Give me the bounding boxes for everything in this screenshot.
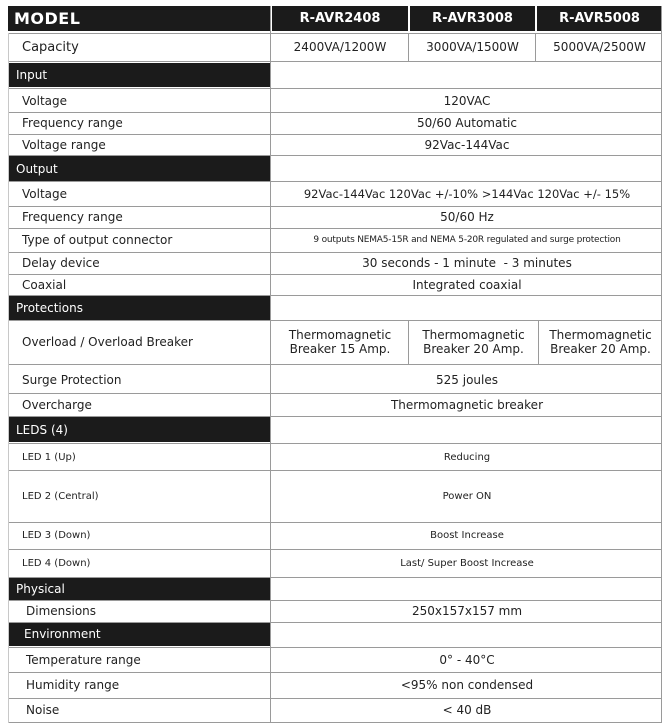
row-divider: [8, 600, 662, 601]
table-left-border: [8, 33, 9, 723]
output-delay-label: Delay device: [22, 256, 100, 270]
column-divider: [408, 320, 409, 364]
row-divider: [8, 61, 662, 62]
led-4-label: LED 4 (Down): [22, 557, 91, 569]
led-2-value: Power ON: [442, 490, 492, 502]
output-coaxial-value: Integrated coaxial: [412, 277, 522, 292]
row-divider: [8, 112, 662, 113]
section-input: Input: [8, 63, 270, 87]
row-divider: [8, 622, 662, 623]
row-divider: [8, 33, 662, 34]
row-divider: [8, 155, 662, 156]
section-physical: Physical: [8, 578, 270, 600]
column-divider: [535, 33, 536, 61]
output-connector-label: Type of output connector: [22, 233, 173, 247]
temperature-label: Temperature range: [26, 653, 141, 667]
led-4-value: Last/ Super Boost Increase: [400, 557, 534, 569]
input-voltage-value: 120VAC: [443, 94, 491, 108]
humidity-value: <95% non condensed: [400, 678, 534, 692]
overload-label: Overload / Overload Breaker: [22, 335, 193, 349]
noise-value: < 40 dB: [442, 703, 492, 717]
dimensions-label: Dimensions: [26, 604, 97, 618]
row-divider: [8, 274, 662, 275]
surge-label: Surge Protection: [22, 372, 122, 387]
surge-value: 525 joules: [436, 372, 498, 387]
dimensions-value: 250x157x157 mm: [411, 604, 523, 618]
input-voltage-range-value: 92Vac-144Vac: [424, 138, 510, 152]
row-divider: [8, 364, 662, 365]
row-divider: [8, 206, 662, 207]
row-divider: [8, 393, 662, 394]
row-divider: [8, 320, 662, 321]
column-divider: [538, 320, 539, 364]
humidity-label: Humidity range: [26, 678, 120, 692]
section-leds: LEDS (4): [8, 417, 270, 442]
section-environment: Environment: [8, 622, 270, 646]
noise-label: Noise: [26, 703, 60, 717]
row-divider: [8, 549, 662, 550]
model-column-3: R-AVR5008: [537, 6, 662, 31]
capacity-value-1: 2400VA/1200W: [293, 40, 387, 54]
overcharge-label: Overcharge: [22, 398, 92, 412]
led-1-value: Reducing: [443, 451, 491, 463]
row-divider: [8, 443, 662, 444]
input-voltage-range-label: Voltage range: [22, 138, 106, 152]
input-frequency-label: Frequency range: [22, 116, 123, 130]
capacity-value-3: 5000VA/2500W: [553, 40, 646, 54]
led-2-label: LED 2 (Central): [22, 490, 99, 502]
column-divider: [270, 6, 271, 723]
overload-value-1: Thermomagnetic Breaker 15 Amp.: [288, 328, 392, 356]
section-protections: Protections: [8, 295, 270, 320]
output-voltage-label: Voltage: [22, 187, 68, 201]
row-divider: [8, 134, 662, 135]
output-coaxial-label: Coaxial: [22, 277, 67, 292]
overload-value-3: Thermomagnetic Breaker 20 Amp.: [549, 328, 652, 356]
row-divider: [8, 88, 662, 89]
output-frequency-value: 50/60 Hz: [440, 210, 494, 224]
section-output: Output: [8, 156, 270, 181]
row-divider: [8, 252, 662, 253]
output-connector-value: 9 outputs NEMA5-15R and NEMA 5-20R regulated and surge protection: [313, 235, 621, 245]
overcharge-value: Thermomagnetic breaker: [390, 398, 544, 412]
row-divider: [8, 522, 662, 523]
row-divider: [8, 698, 662, 699]
row-divider: [8, 416, 662, 417]
row-divider: [8, 672, 662, 673]
column-divider: [408, 33, 409, 61]
output-frequency-label: Frequency range: [22, 210, 123, 224]
row-divider: [8, 295, 662, 296]
row-divider: [8, 228, 662, 229]
model-column-2: R-AVR3008: [410, 6, 535, 31]
model-title: MODEL: [8, 6, 270, 31]
output-delay-value: 30 seconds - 1 minute - 3 minutes: [362, 256, 572, 270]
capacity-label: Capacity: [22, 39, 79, 55]
overload-value-2: Thermomagnetic Breaker 20 Amp.: [422, 328, 525, 356]
led-3-value: Boost Increase: [430, 530, 504, 541]
input-frequency-value: 50/60 Automatic: [417, 116, 517, 130]
led-3-label: LED 3 (Down): [22, 530, 91, 541]
row-divider: [8, 647, 662, 648]
output-voltage-value: 92Vac-144Vac 120Vac +/-10% >144Vac 120Vac +/- 15%: [303, 187, 631, 201]
model-column-1: R-AVR2408: [272, 6, 408, 31]
table-right-border: [661, 6, 662, 723]
row-divider: [8, 722, 662, 723]
led-1-label: LED 1 (Up): [22, 451, 76, 463]
input-voltage-label: Voltage: [22, 94, 68, 108]
row-divider: [8, 577, 662, 578]
temperature-value: 0° - 40°C: [439, 653, 495, 667]
row-divider: [8, 470, 662, 471]
capacity-value-2: 3000VA/1500W: [426, 40, 519, 54]
row-divider: [8, 181, 662, 182]
